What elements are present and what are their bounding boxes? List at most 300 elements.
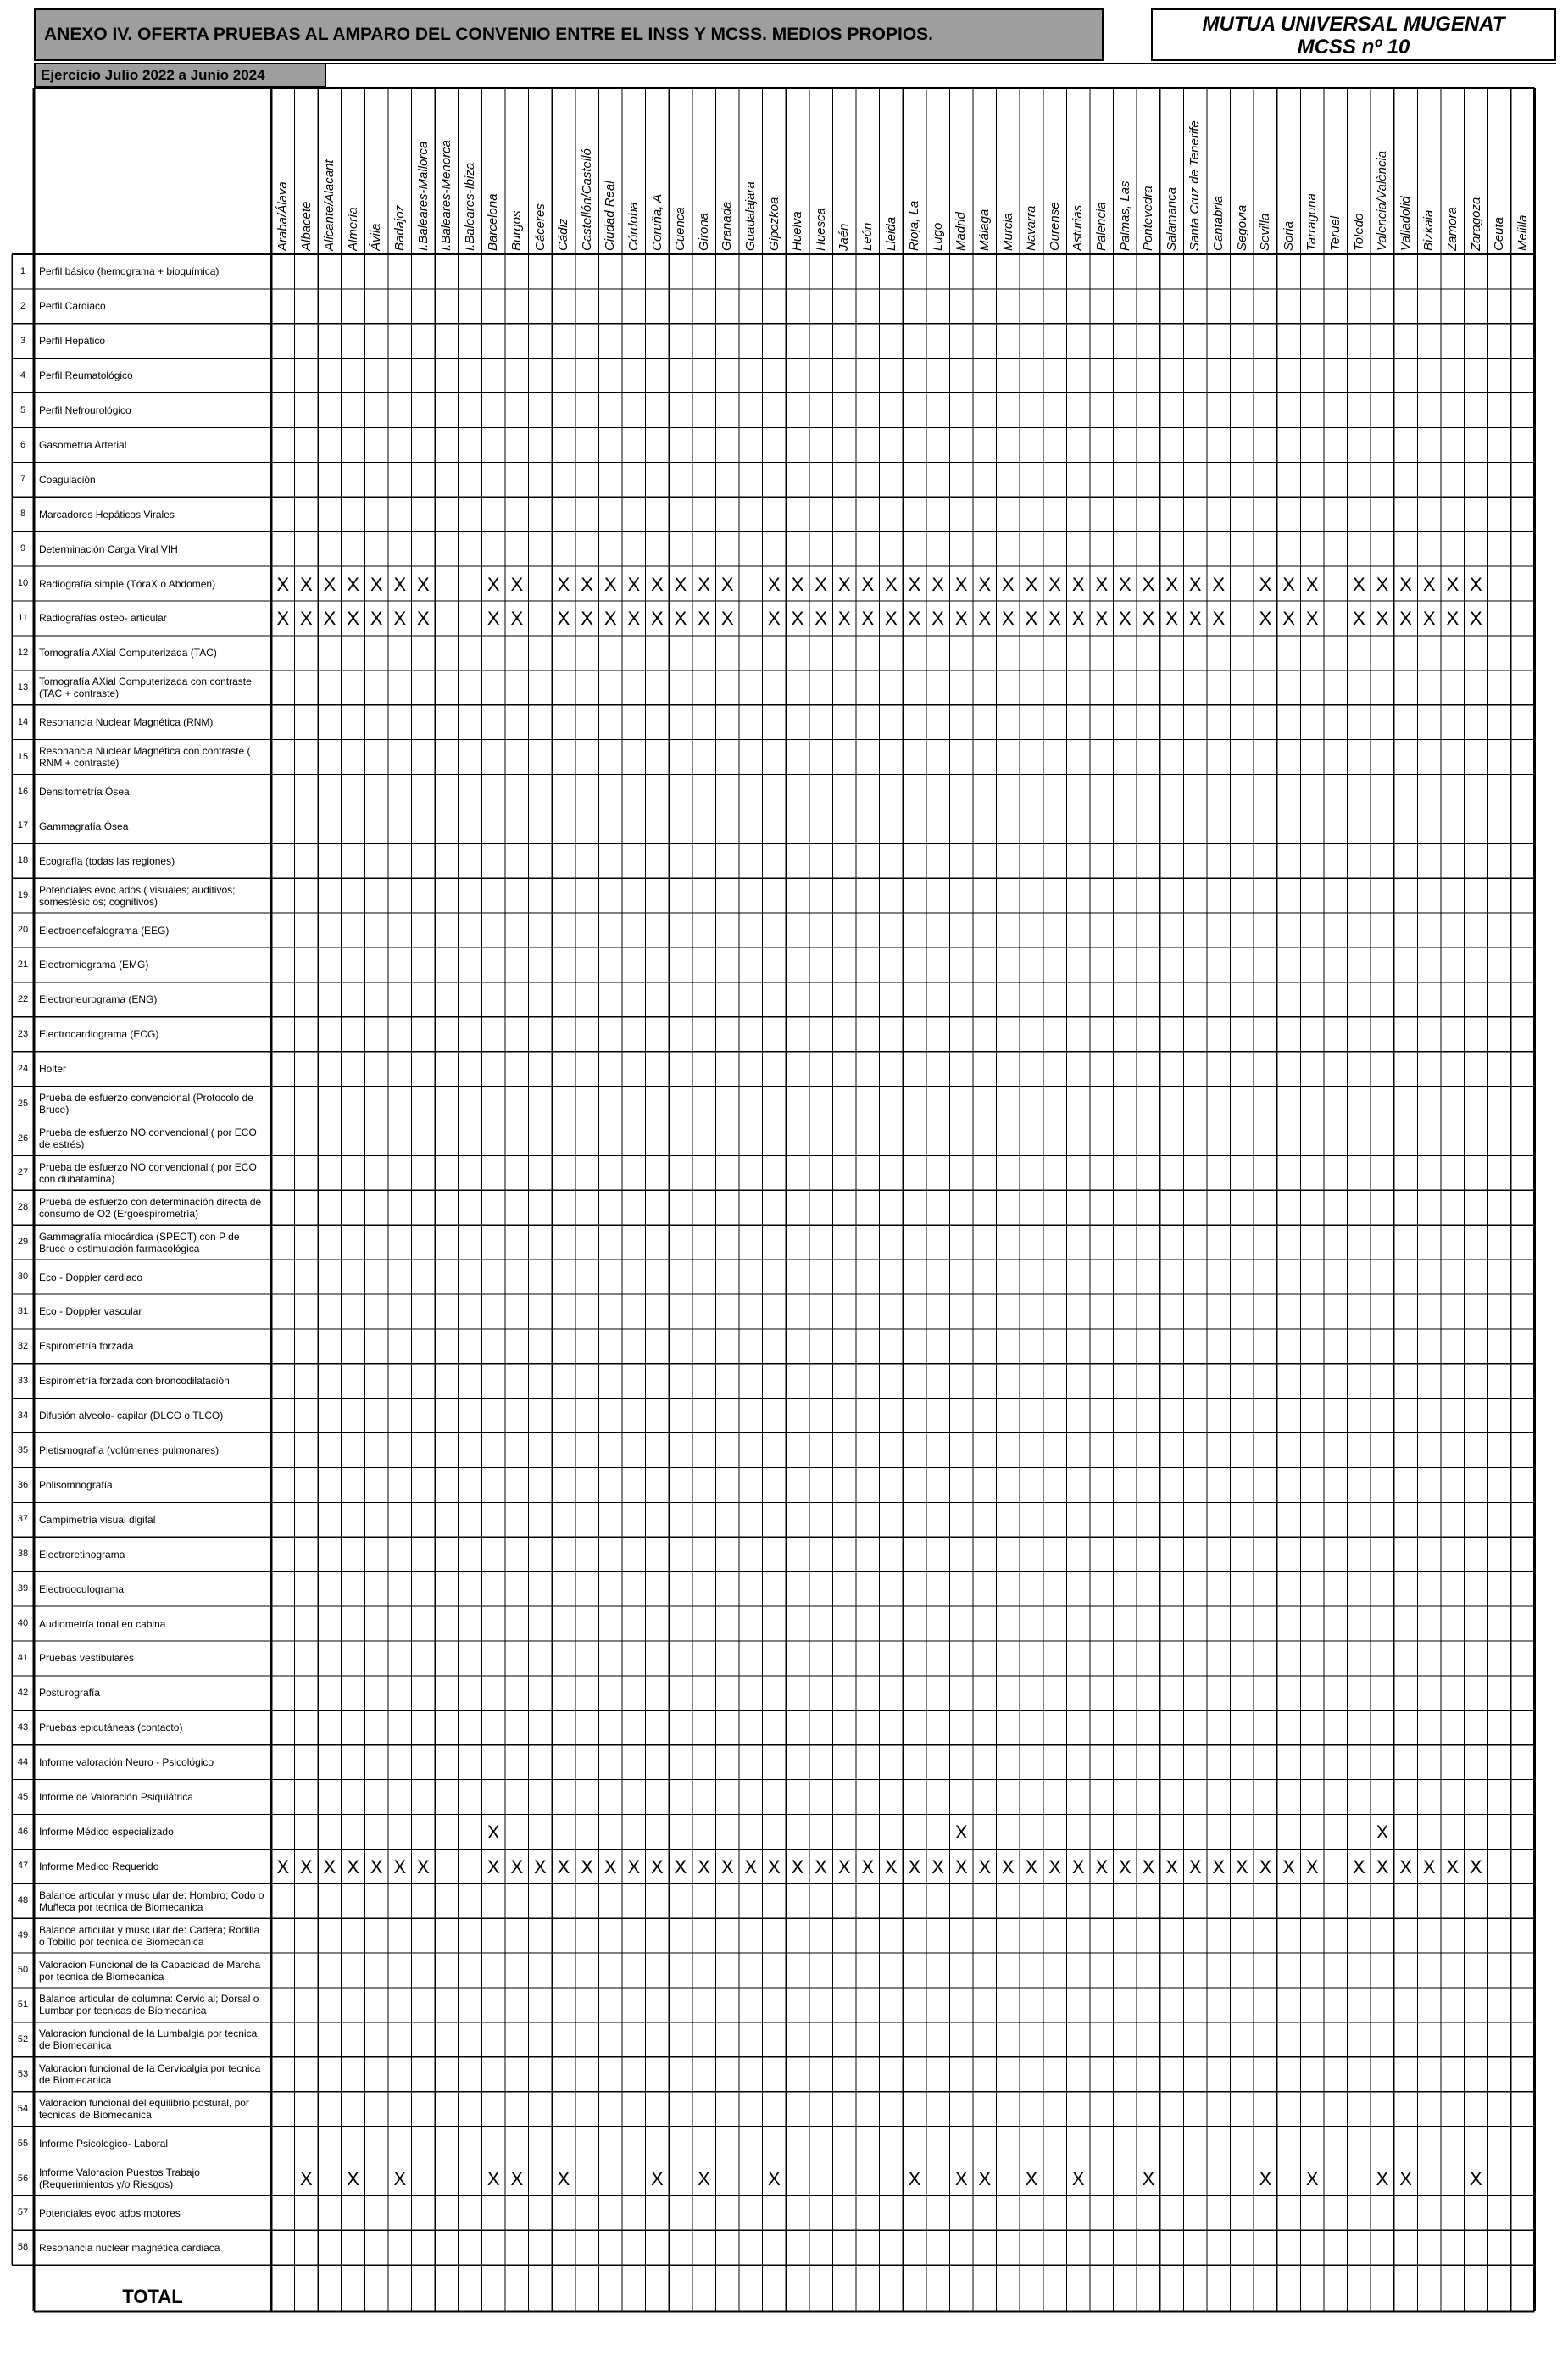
row-label: Eco - Doppler cardiaco	[39, 1271, 143, 1283]
availability-mark: X	[931, 608, 944, 630]
availability-mark: X	[978, 2167, 992, 2189]
availability-mark: X	[1165, 608, 1178, 630]
availability-mark: X	[323, 1855, 336, 1877]
availability-mark: X	[1002, 608, 1015, 630]
availability-mark: X	[1305, 573, 1319, 595]
row-number: 48	[17, 1895, 29, 1906]
row-number: 18	[17, 855, 29, 866]
availability-mark: X	[1470, 608, 1482, 630]
availability-mark: X	[1353, 1855, 1365, 1877]
province-header: Palmas, Las	[1117, 181, 1132, 251]
availability-mark: X	[393, 573, 407, 595]
row-number: 34	[17, 1410, 29, 1421]
row-label: Informe Psicologico- Laboral	[39, 2138, 169, 2150]
availability-mark: X	[698, 608, 710, 630]
availability-mark: X	[885, 573, 898, 595]
province-header: León	[860, 222, 875, 251]
row-number: 45	[17, 1791, 29, 1802]
availability-mark: X	[393, 608, 407, 630]
availability-mark: X	[1071, 2167, 1085, 2189]
availability-mark: X	[674, 1855, 687, 1877]
availability-mark: X	[487, 573, 500, 595]
province-header: Melilla	[1515, 214, 1530, 251]
row-label: Determinación Carga Viral VIH	[39, 542, 178, 555]
province-header: Pontevedra	[1141, 186, 1156, 251]
province-header: Badajoz	[392, 204, 407, 251]
availability-mark: X	[300, 1855, 313, 1877]
row-label: Valoracion funcional del equilibrio postural, por tecnicas de Biomecanica	[39, 2097, 249, 2122]
province-header: Bizkaia	[1421, 209, 1437, 251]
row-label: Informe Medico Requerido	[39, 1860, 159, 1872]
row-number: 57	[17, 2207, 29, 2218]
row-number: 30	[17, 1271, 29, 1282]
row-number: 14	[17, 716, 29, 727]
availability-mark: X	[768, 573, 781, 595]
row-label: Prueba de esfuerzo NO convencional ( por ECO con dubatamina)	[39, 1160, 257, 1185]
availability-mark: X	[487, 608, 500, 630]
row-number: 54	[17, 2103, 29, 2114]
row-number: 28	[17, 1202, 29, 1213]
availability-mark: X	[1259, 1855, 1272, 1877]
availability-mark: X	[908, 1855, 921, 1877]
row-label: Radiografía simple (TóraX o Abdomen)	[39, 577, 216, 590]
row-label: Electroneurograma (ENG)	[39, 993, 158, 1006]
availability-mark: X	[1095, 573, 1109, 595]
availability-mark: X	[954, 1821, 968, 1843]
province-header: Lugo	[930, 222, 945, 251]
availability-mark: X	[276, 608, 290, 630]
availability-mark: X	[768, 608, 781, 630]
row-number: 43	[17, 1722, 29, 1733]
province-header: Tarragona	[1304, 193, 1320, 251]
availability-mark: X	[1422, 573, 1436, 595]
row-number: 24	[17, 1063, 29, 1074]
row-label: Informe Valoracion Puestos Trabajo (Requerimientos y/o Riesgos)	[39, 2166, 200, 2190]
availability-mark: X	[1446, 1855, 1460, 1877]
availability-mark: X	[1048, 608, 1061, 630]
row-number: 25	[17, 1098, 29, 1109]
province-header: Lleida	[883, 216, 898, 251]
availability-mark: X	[720, 573, 734, 595]
province-header: Sevilla	[1258, 213, 1273, 251]
row-label: Prueba de esfuerzo NO convencional ( por ECO de estrés)	[39, 1126, 257, 1150]
availability-mark: X	[1095, 1855, 1109, 1877]
province-header: Cáceres	[532, 203, 548, 251]
availability-mark: X	[323, 608, 336, 630]
availability-mark: X	[978, 573, 992, 595]
availability-mark: X	[1048, 573, 1061, 595]
row-label: Radiografías osteo- articular	[39, 612, 167, 625]
availability-mark: X	[1071, 1855, 1085, 1877]
province-header: Segovia	[1234, 204, 1249, 251]
row-label: Pletismografía (volúmenes pulmonares)	[39, 1444, 220, 1457]
availability-mark: X	[837, 1855, 851, 1877]
province-header: Albacete	[298, 201, 314, 251]
availability-mark: X	[1305, 2167, 1319, 2189]
row-number: 12	[17, 647, 29, 658]
availability-mark: X	[1119, 1855, 1132, 1877]
availability-mark: X	[1212, 573, 1226, 595]
province-header: Granada	[720, 201, 735, 251]
row-number: 11	[18, 613, 28, 623]
availability-mark: X	[954, 573, 968, 595]
row-label: Valoracion Funcional de la Capacidad de Marcha por tecnica de Biomecanica	[39, 1958, 261, 1983]
availability-mark: X	[1422, 1855, 1436, 1877]
availability-mark: X	[1025, 573, 1038, 595]
row-number: 19	[17, 890, 29, 901]
availability-mark: X	[276, 573, 290, 595]
availability-mark: X	[487, 1855, 500, 1877]
availability-mark: X	[1188, 608, 1202, 630]
availability-mark: X	[487, 1821, 500, 1843]
availability-mark: X	[954, 2167, 968, 2189]
row-label: Electroencefalograma (EEG)	[39, 924, 170, 937]
availability-mark: X	[1399, 2167, 1412, 2189]
row-number: 35	[17, 1444, 29, 1455]
availability-mark: X	[276, 1855, 290, 1877]
row-label: Difusión alveolo- capilar (DLCO o TLCO)	[39, 1410, 224, 1422]
availability-mark: X	[908, 608, 921, 630]
availability-mark: X	[417, 573, 430, 595]
row-number: 5	[19, 404, 26, 415]
row-number: 42	[17, 1687, 29, 1698]
availability-mark: X	[651, 2167, 664, 2189]
availability-mark: X	[1446, 608, 1460, 630]
row-number: 47	[17, 1861, 29, 1872]
availability-mark: X	[1142, 573, 1155, 595]
row-label: Electrocardiograma (ECG)	[39, 1028, 159, 1041]
availability-mark: X	[674, 573, 687, 595]
row-number: 37	[17, 1514, 29, 1525]
row-label: Resonancia Nuclear Magnética (RNM)	[39, 716, 214, 729]
row-label: Perfil Cardiaco	[39, 300, 106, 313]
row-number: 13	[17, 681, 29, 693]
availability-mark: X	[1025, 2167, 1038, 2189]
province-header: Huelva	[790, 211, 805, 251]
availability-mark: X	[1002, 1855, 1015, 1877]
row-label: Polisomnografía	[39, 1478, 113, 1491]
availability-mark: X	[347, 1855, 359, 1877]
row-number: 31	[17, 1306, 29, 1316]
province-header: Santa Cruz de Tenerife	[1187, 120, 1203, 251]
availability-mark: X	[1376, 1855, 1389, 1877]
row-label: Electrooculograma	[39, 1583, 125, 1595]
row-label: Informe de Valoración Psiquiátrica	[39, 1791, 193, 1804]
province-header: Huesca	[813, 208, 828, 251]
row-number: 39	[17, 1583, 29, 1594]
province-header: I.Baleares-Menorca	[439, 140, 454, 251]
availability-mark: X	[510, 2167, 524, 2189]
availability-mark: X	[791, 1855, 804, 1877]
row-label: Eco - Doppler vascular	[39, 1305, 142, 1318]
row-number: 6	[19, 439, 26, 450]
mutua-number: MCSS nº 10	[1297, 36, 1410, 58]
availability-mark: X	[1470, 573, 1482, 595]
availability-mark: X	[651, 573, 664, 595]
row-label: Prueba de esfuerzo con determinación directa de consumo de O2 (Ergoespirometría)	[39, 1195, 262, 1220]
row-label: Holter	[39, 1063, 67, 1076]
availability-mark: X	[1470, 2167, 1482, 2189]
row-number: 56	[17, 2172, 29, 2183]
row-number: 23	[17, 1028, 29, 1039]
province-header: Teruel	[1328, 215, 1343, 251]
province-header: Cádiz	[556, 218, 571, 251]
availability-mark: X	[417, 608, 430, 630]
availability-mark: X	[581, 573, 593, 595]
row-number: 41	[17, 1653, 29, 1663]
availability-mark: X	[1212, 1855, 1226, 1877]
province-header: Castellón/Castelló	[579, 148, 594, 251]
availability-mark: X	[1188, 573, 1202, 595]
province-header: Salamanca	[1164, 186, 1179, 251]
availability-mark: X	[885, 1855, 898, 1877]
row-number: 36	[17, 1479, 29, 1490]
row-label: Informe Médico especializado	[39, 1825, 174, 1838]
row-label: Valoracion funcional de la Cervicalgia por tecnica de Biomecanica	[39, 2062, 261, 2087]
province-header: Rioja, La	[907, 200, 922, 251]
availability-mark: X	[1446, 573, 1460, 595]
province-header: Cantabria	[1211, 195, 1226, 251]
province-header: Málaga	[977, 209, 992, 251]
availability-mark: X	[1165, 573, 1178, 595]
availability-mark: X	[347, 2167, 359, 2189]
availability-mark: X	[815, 608, 827, 630]
row-number: 16	[17, 786, 29, 797]
row-label: Densitometría Ósea	[39, 785, 130, 798]
availability-mark: X	[1259, 608, 1272, 630]
availability-mark: X	[1305, 1855, 1319, 1877]
availability-mark: X	[603, 608, 617, 630]
availability-mark: X	[510, 573, 524, 595]
availability-mark: X	[534, 1855, 547, 1877]
row-label: Audiometría tonal en cabina	[39, 1617, 166, 1630]
province-header: Coruña, A	[649, 194, 664, 251]
row-label: Electromiograma (EMG)	[39, 959, 149, 971]
row-number: 58	[17, 2242, 29, 2253]
province-header: Girona	[696, 212, 711, 251]
availability-mark: X	[1305, 608, 1319, 630]
row-number: 46	[17, 1826, 29, 1837]
availability-mark: X	[1399, 608, 1412, 630]
availability-mark: X	[300, 608, 313, 630]
row-number: 1	[19, 266, 26, 276]
row-label: Balance articular de columna: Cervic al; Dorsal o Lumbar por tecnicas de Biomecanica	[39, 1993, 259, 2017]
row-label: Gammagrafía miocárdica (SPECT) con P de Bruce o estimulación farmacológica	[39, 1230, 240, 1254]
availability-mark: X	[1142, 1855, 1155, 1877]
availability-mark: X	[720, 608, 734, 630]
province-header: Almería	[345, 207, 360, 251]
availability-mark: X	[603, 573, 617, 595]
availability-mark: X	[510, 1855, 524, 1877]
row-number: 4	[19, 370, 26, 381]
row-number: 21	[17, 960, 29, 970]
availability-mark: X	[815, 573, 827, 595]
availability-mark: X	[651, 1855, 664, 1877]
row-number: 50	[17, 1965, 29, 1976]
availability-mark: X	[393, 2167, 407, 2189]
province-header: Ciudad Real	[603, 181, 618, 251]
province-header: Ourense	[1047, 202, 1062, 251]
availability-mark: X	[300, 573, 313, 595]
row-label: Pruebas epicutáneas (contacto)	[39, 1722, 183, 1734]
row-label: Espirometría forzada	[39, 1340, 134, 1353]
province-header: Burgos	[509, 210, 524, 251]
availability-mark: X	[720, 1855, 734, 1877]
availability-mark: X	[417, 1855, 430, 1877]
row-number: 20	[17, 925, 29, 936]
province-header: Córdoba	[626, 202, 641, 251]
row-label: Perfil Hepático	[39, 335, 106, 348]
row-number: 3	[19, 335, 26, 346]
province-header: Cuenca	[673, 207, 688, 251]
availability-mark: X	[698, 1855, 710, 1877]
row-label: Balance articular y musc ular de: Cadera; Rodilla o Tobillo por tecnica de Biomecanica	[39, 1923, 260, 1948]
row-label: Pruebas vestibulares	[39, 1652, 135, 1665]
row-label: Espirometría forzada con broncodilatación	[39, 1375, 230, 1388]
availability-mark: X	[954, 1855, 968, 1877]
availability-mark: X	[861, 608, 875, 630]
province-header: Zamora	[1445, 207, 1460, 251]
row-number: 7	[19, 474, 26, 485]
availability-mark: X	[1376, 608, 1389, 630]
row-label: Valoracion funcional de la Lumbalgia por tecnica de Biomecanica	[39, 2028, 258, 2052]
province-header: Valencia/València	[1375, 150, 1390, 251]
availability-mark: X	[557, 1855, 570, 1877]
availability-mark: X	[323, 573, 336, 595]
availability-mark: X	[698, 573, 710, 595]
row-number: 22	[17, 993, 29, 1004]
row-number: 15	[17, 751, 29, 762]
province-header: Jaén	[837, 223, 852, 251]
availability-mark: X	[1470, 1855, 1482, 1877]
availability-mark: X	[347, 608, 359, 630]
row-label: Tomografía AXial Computerizada con contraste (TAC + contraste)	[39, 676, 252, 700]
province-header: Navarra	[1024, 205, 1039, 251]
availability-mark: X	[931, 573, 944, 595]
row-label: Electroretinograma	[39, 1548, 125, 1560]
row-label: Resonancia Nuclear Magnética con contraste ( RNM + contraste)	[39, 745, 251, 770]
availability-mark: X	[1376, 1821, 1389, 1843]
availability-mark: X	[1188, 1855, 1202, 1877]
row-number: 53	[17, 2068, 29, 2079]
availability-mark: X	[908, 573, 921, 595]
row-number: 38	[17, 1549, 29, 1560]
availability-mark: X	[768, 2167, 781, 2189]
availability-mark: X	[603, 1855, 617, 1877]
availability-mark: X	[978, 608, 992, 630]
availability-mark: X	[510, 608, 524, 630]
availability-mark: X	[837, 608, 851, 630]
availability-mark: X	[1399, 1855, 1412, 1877]
availability-mark: X	[861, 1855, 875, 1877]
province-header: I.Baleares-Ibiza	[462, 162, 477, 251]
availability-mark: X	[557, 573, 570, 595]
availability-mark: X	[791, 608, 804, 630]
row-number: 33	[17, 1375, 29, 1386]
province-header: Araba/Álava	[275, 181, 290, 251]
availability-mark: X	[370, 608, 383, 630]
availability-mark: X	[837, 573, 851, 595]
row-number: 17	[17, 820, 29, 832]
row-label: Posturografía	[39, 1687, 101, 1699]
row-label: Resonancia nuclear magnética cardiaca	[39, 2241, 220, 2254]
availability-mark: X	[1282, 608, 1295, 630]
row-number: 40	[17, 1618, 29, 1629]
availability-mark: X	[1399, 573, 1412, 595]
row-label: Gasometría Arterial	[39, 438, 127, 451]
province-header: Toledo	[1351, 213, 1366, 251]
availability-mark: X	[627, 573, 641, 595]
row-number: 26	[17, 1132, 29, 1143]
availability-mark: X	[1142, 2167, 1155, 2189]
availability-mark: X	[861, 573, 875, 595]
availability-mark: X	[557, 608, 570, 630]
availability-mark: X	[1422, 608, 1436, 630]
availability-mark: X	[1282, 573, 1295, 595]
availability-mark: X	[885, 608, 898, 630]
province-header: Soria	[1281, 220, 1296, 251]
row-number: 10	[17, 578, 29, 589]
document-title: ANEXO IV. OFERTA PRUEBAS AL AMPARO DEL CONVENIO ENTRE EL INSS Y MCSS. MEDIOS PROPIOS.	[44, 25, 934, 44]
availability-mark: X	[1353, 573, 1365, 595]
availability-mark: X	[1025, 1855, 1038, 1877]
row-number: 8	[19, 509, 26, 520]
province-header: Alicante/Alacant	[322, 159, 337, 251]
availability-mark: X	[1376, 573, 1389, 595]
availability-mark: X	[978, 1855, 992, 1877]
province-header: Valladolid	[1398, 196, 1413, 251]
province-header: Zaragoza	[1468, 197, 1483, 251]
row-label: Prueba de esfuerzo convencional (Protocolo de Bruce)	[39, 1092, 253, 1116]
row-label: Ecografía (todas las regiones)	[39, 854, 175, 867]
row-number: 51	[17, 2000, 29, 2010]
province-header: Ceuta	[1492, 216, 1507, 251]
availability-mark: X	[815, 1855, 827, 1877]
row-label: Informe valoración Neuro - Psicológico	[39, 1756, 214, 1769]
availability-mark: X	[768, 1855, 781, 1877]
row-number: 55	[17, 2138, 29, 2149]
availability-mark: X	[931, 1855, 944, 1877]
availability-mark: X	[1002, 573, 1015, 595]
availability-mark: X	[370, 1855, 383, 1877]
availability-mark: X	[557, 2167, 570, 2189]
availability-mark: X	[1095, 608, 1109, 630]
row-label: Marcadores Hepáticos Virales	[39, 508, 175, 520]
availability-mark: X	[908, 2167, 921, 2189]
row-label: Perfil Nefrourológico	[39, 404, 131, 417]
row-label: Campimetría visual digital	[39, 1513, 156, 1526]
total-label: TOTAL	[122, 2286, 183, 2307]
availability-mark: X	[581, 608, 593, 630]
province-header: I.Baleares-Mallorca	[415, 141, 431, 251]
availability-mark: X	[651, 608, 664, 630]
availability-mark: X	[1282, 1855, 1295, 1877]
row-number: 9	[19, 543, 26, 554]
province-header: Asturias	[1070, 204, 1086, 251]
row-label: Potenciales evoc ados ( visuales; auditivos; somestésic os; cognitivos)	[39, 883, 236, 908]
availability-mark: X	[1236, 1855, 1248, 1877]
row-label: Gammagrafía Ósea	[39, 820, 129, 832]
availability-mark: X	[627, 608, 641, 630]
row-number: 49	[17, 1930, 29, 1941]
availability-mark: X	[1119, 573, 1132, 595]
province-header: Ávila	[369, 223, 384, 251]
availability-mark: X	[581, 1855, 593, 1877]
availability-mark: X	[791, 573, 804, 595]
row-label: Tomografía AXial Computerizada (TAC)	[39, 647, 217, 659]
row-label: Perfil Reumatológico	[39, 370, 133, 382]
availability-mark: X	[1165, 1855, 1178, 1877]
